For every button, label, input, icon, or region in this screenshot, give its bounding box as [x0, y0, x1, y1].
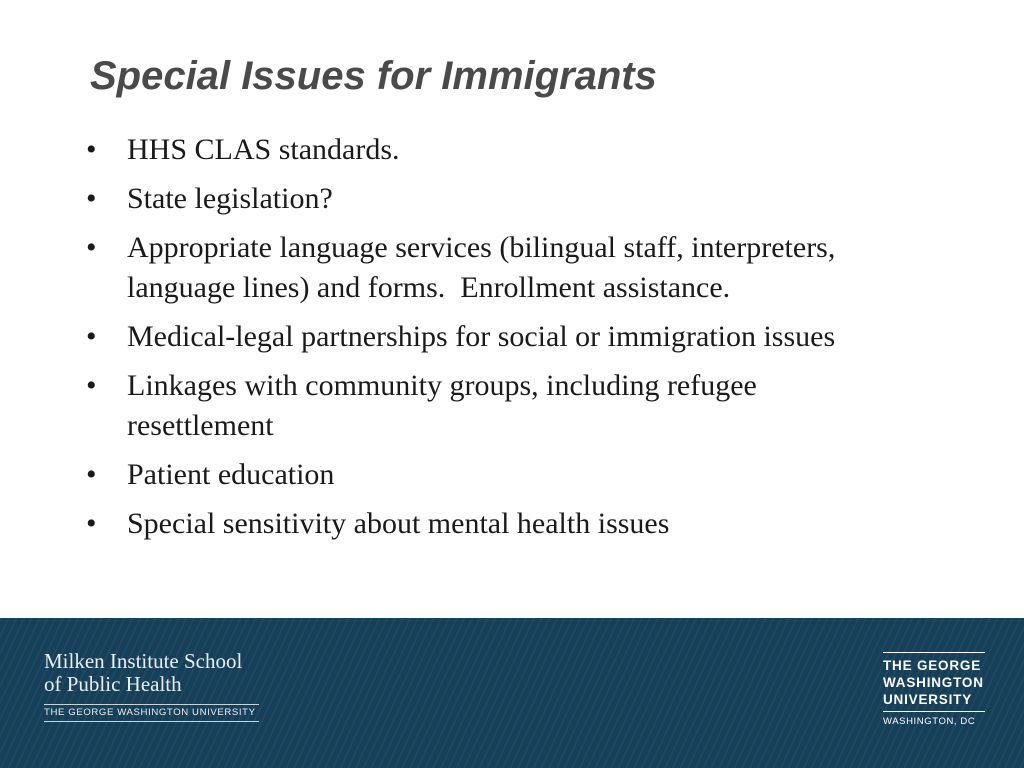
school-subtitle: THE GEORGE WASHINGTON UNIVERSITY	[44, 707, 256, 718]
gwu-name-line2: WASHINGTON	[883, 675, 984, 690]
school-name-line2: of Public Health	[44, 672, 182, 696]
gwu-divider	[883, 711, 985, 712]
bullet-text-line: resettlement	[127, 409, 274, 442]
bullet-dot-icon: •	[86, 231, 97, 264]
bullet-text-line: Appropriate language services (bilingual staff, interpreters,	[127, 231, 836, 264]
bullet-item	[86, 130, 986, 170]
bullet-text-line: Linkages with community groups, including refugee	[127, 369, 757, 402]
milken-school-logo	[44, 650, 259, 724]
bullet-item	[86, 228, 986, 308]
bullet-item	[86, 455, 986, 495]
bullet-dot-icon: •	[86, 507, 97, 540]
footer-banner	[0, 618, 1024, 768]
bullet-dot-icon: •	[86, 458, 97, 491]
school-divider	[44, 704, 259, 705]
bullet-item	[86, 317, 986, 357]
bullet-text-line: Medical-legal partnerships for social or immigration issues	[127, 320, 836, 353]
gwu-name	[883, 657, 987, 708]
bullet-item	[86, 179, 986, 219]
bullet-dot-icon: •	[86, 133, 97, 166]
bullet-text-line: State legislation?	[127, 182, 333, 215]
slide-title: Special Issues for Immigrants	[90, 54, 657, 98]
gwu-logo	[883, 652, 987, 728]
bullet-item	[86, 504, 986, 544]
bullet-item	[86, 366, 986, 446]
school-divider	[44, 721, 259, 722]
bullet-text-line: Special sensitivity about mental health issues	[127, 507, 670, 540]
gwu-divider	[883, 652, 985, 653]
gwu-name-line3: UNIVERSITY	[883, 692, 973, 707]
school-name-line1: Milken Institute School	[44, 649, 243, 673]
bullet-dot-icon: •	[86, 182, 97, 215]
gwu-name-line1: THE GEORGE	[883, 658, 982, 673]
bullet-text-line: HHS CLAS standards.	[127, 133, 400, 166]
bullet-dot-icon: •	[86, 320, 97, 353]
bullet-text-line: Patient education	[127, 458, 335, 491]
bullet-dot-icon: •	[86, 369, 97, 402]
bullet-text-line: language lines) and forms. Enrollment assistance.	[127, 271, 731, 304]
gwu-location: WASHINGTON, DC	[883, 716, 976, 727]
bullet-list	[86, 130, 986, 553]
